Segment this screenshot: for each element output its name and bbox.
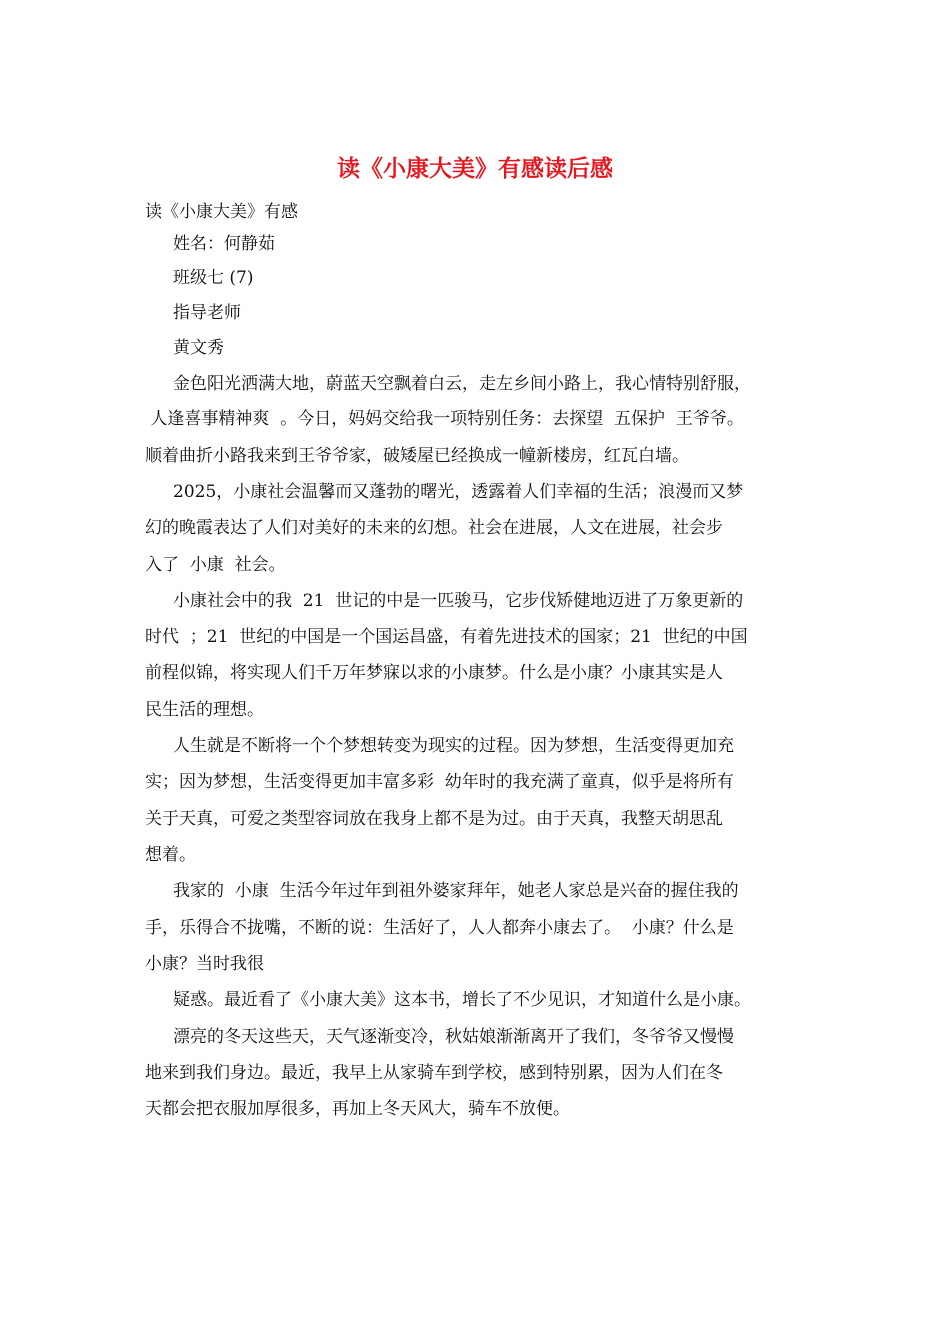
body-line: 我家的 小康 生活今年过年到祖外婆家拜年，她老人家总是兴奋的握住我的 — [173, 881, 739, 901]
body-line: 金色阳光洒满大地，蔚蓝天空飘着白云，走左乡间小路上，我心情特别舒服， — [173, 374, 751, 394]
body-line: 想着。 — [145, 845, 196, 865]
body-line: 读《小康大美》有感 — [145, 202, 298, 222]
body-line: 人逢喜事精神爽 。今日，妈妈交给我一项特别任务：去探望 五保护 王爷爷。 — [145, 409, 744, 429]
body-line: 姓名：何静茹 — [173, 234, 275, 254]
body-line: 前程似锦，将实现人们千万年梦寐以求的小康梦。什么是小康？小康其实是人 — [145, 663, 723, 683]
body-line: 2025，小康社会温馨而又蓬勃的曙光，透露着人们幸福的生活；浪漫而又梦 — [173, 482, 744, 502]
body-line: 入了 小康 社会。 — [145, 555, 286, 575]
body-line: 指导老师 — [173, 303, 241, 323]
body-line: 手，乐得合不拢嘴，不断的说：生活好了，人人都奔小康去了。 小康？什么是 — [145, 918, 734, 938]
document-title: 读《小康大美》有感读后感 — [337, 155, 613, 182]
body-line: 实；因为梦想，生活变得更加丰富多彩 幼年时的我充满了童真，似乎是将所有 — [145, 772, 734, 792]
body-line: 疑惑。最近看了《小康大美》这本书，增长了不少见识，才知道什么是小康。 — [173, 990, 751, 1010]
body-line: 顺着曲折小路我来到王爷爷家，破矮屋已经换成一幢新楼房，红瓦白墙。 — [145, 446, 689, 466]
body-line: 民生活的理想。 — [145, 700, 264, 720]
body-line: 天都会把衣服加厚很多，再加上冬天风大，骑车不放便。 — [145, 1099, 570, 1119]
body-line: 漂亮的冬天这些天，天气逐渐变冷，秋姑娘渐渐离开了我们，冬爷爷又慢慢 — [173, 1027, 734, 1047]
body-line: 黄文秀 — [173, 338, 224, 358]
body-line: 人生就是不断将一个个梦想转变为现实的过程。因为梦想，生活变得更加充 — [173, 736, 734, 756]
body-line: 小康？当时我很 — [145, 954, 264, 974]
body-line: 小康社会中的我 21 世记的中是一匹骏马，它步伐矫健地迈进了万象更新的 — [173, 591, 744, 611]
body-line: 时代 ；21 世纪的中国是一个国运昌盛，有着先进技术的国家；21 世纪的中国 — [145, 627, 748, 647]
body-line: 幻的晚霞表达了人们对美好的未来的幻想。社会在进展，人文在进展，社会步 — [145, 518, 723, 538]
body-line: 班级七 (7) — [173, 268, 254, 288]
body-line: 关于天真，可爱之类型容词放在我身上都不是为过。由于天真，我整天胡思乱 — [145, 809, 723, 829]
body-line: 地来到我们身边。最近，我早上从家骑车到学校，感到特别累，因为人们在冬 — [145, 1063, 723, 1083]
